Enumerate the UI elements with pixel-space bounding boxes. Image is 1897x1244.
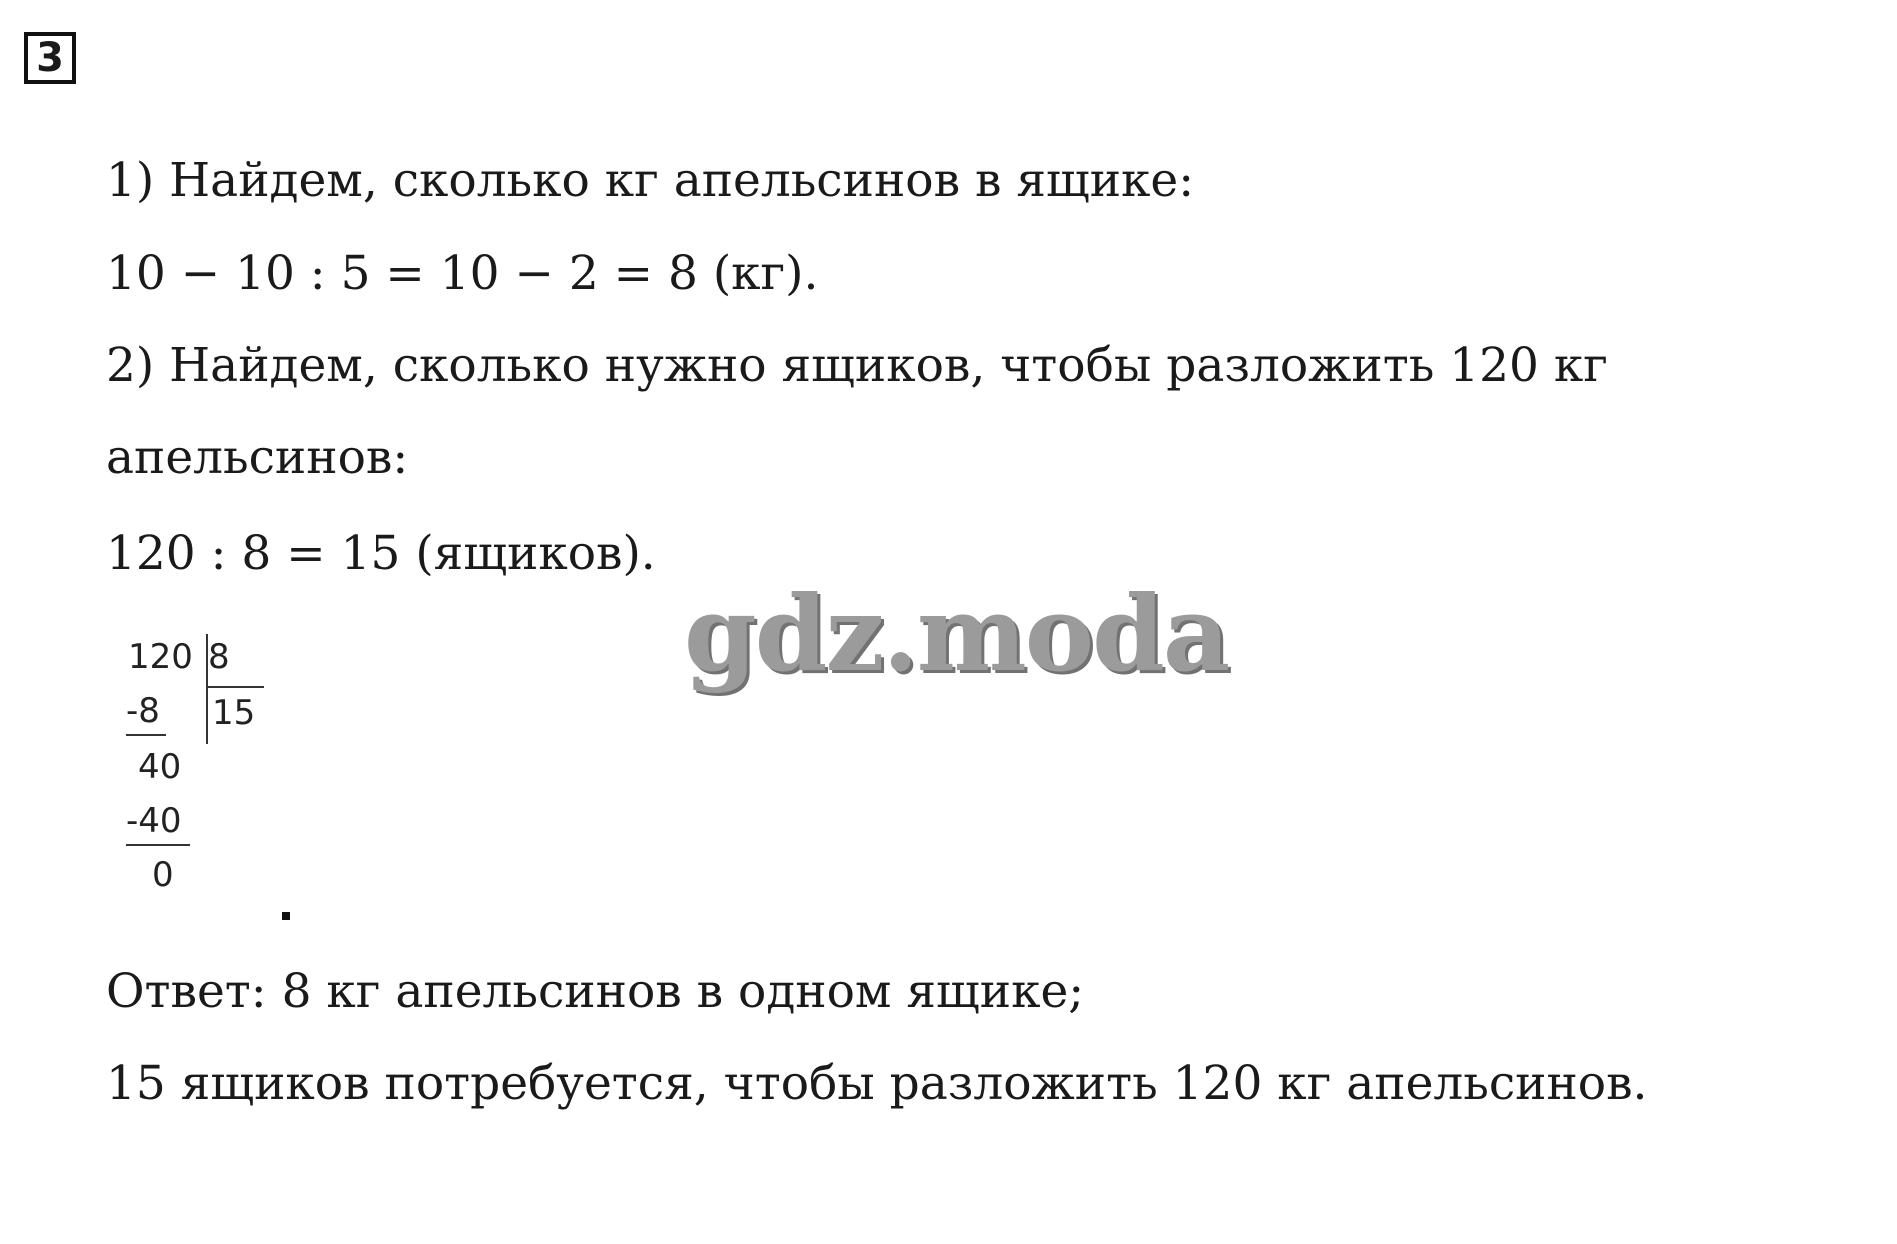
division-quotient: 15	[212, 693, 256, 733]
division-remainder1: 40	[138, 747, 182, 787]
answer1-text: Ответ: 8 кг апельсинов в одном ящике;	[106, 964, 1085, 1019]
step1-text: 1) Найдем, сколько кг апельсинов в ящике:	[106, 153, 1195, 208]
task-number-box	[24, 32, 76, 84]
calculation2-text: 120 : 8 = 15 (ящиков).	[106, 526, 656, 581]
division-subtract1: -8	[126, 691, 160, 731]
calculation1-text: 10 − 10 : 5 = 10 − 2 = 8 (кг).	[106, 246, 819, 301]
stray-dot	[282, 912, 290, 920]
step2-text: 2) Найдем, сколько нужно ящиков, чтобы разложить 120 кг	[106, 338, 1608, 393]
division-vertical-line	[206, 634, 208, 744]
division-quotient-line	[206, 686, 264, 688]
division-dividend: 120	[128, 637, 193, 677]
division-divisor: 8	[208, 637, 230, 677]
division-subtract1-line	[126, 734, 166, 736]
task-number: 3	[36, 35, 64, 81]
division-remainder2: 0	[152, 855, 174, 895]
step2-continuation-text: апельсинов:	[106, 430, 409, 485]
long-division	[124, 634, 274, 894]
watermark-text: gdz.moda	[684, 572, 1229, 695]
division-subtract2: -40	[126, 801, 182, 841]
answer2-text: 15 ящиков потребуется, чтобы разложить 120 кг апельсинов.	[106, 1056, 1648, 1111]
division-subtract2-line	[126, 844, 190, 846]
